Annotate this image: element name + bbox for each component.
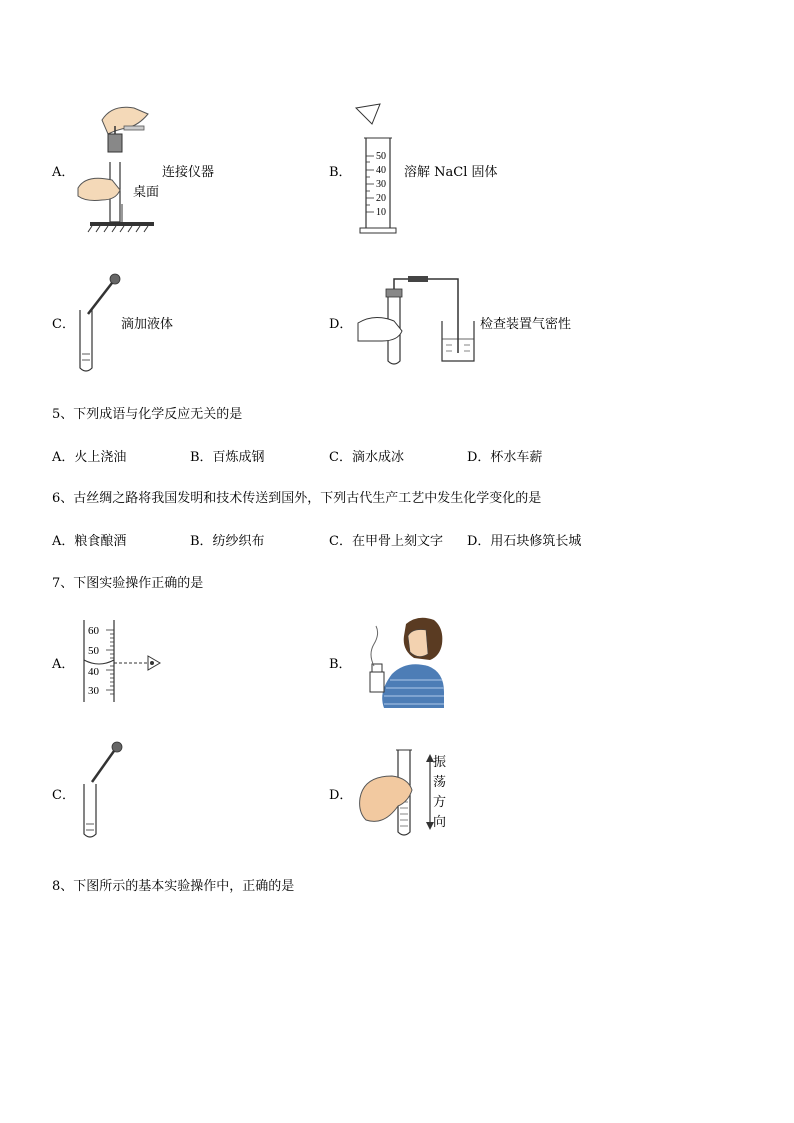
dropper-into-tube-figure <box>76 272 122 376</box>
question-6-option-b: B．纺纱织布 <box>190 534 265 549</box>
option-c-letter: C． <box>52 317 75 332</box>
graduated-cylinder-figure <box>350 102 404 236</box>
cylinder-tick-20: 20 <box>376 193 386 204</box>
question-5-option-a: A．火上浇油 <box>52 450 127 465</box>
cylinder-tick-40: 40 <box>376 165 386 176</box>
question-8-stem: 8、下图所示的基本实验操作中，正确的是 <box>52 879 295 894</box>
question-5-option-c: C．滴水成冰 <box>329 450 404 465</box>
reading-tick-60: 60 <box>88 625 99 637</box>
question-5-option-d: D．杯水车薪 <box>467 450 543 465</box>
question-6-option-a: A．粮食酿酒 <box>52 534 127 549</box>
option-d-text: 检查装置气密性 <box>480 317 572 332</box>
option-a-letter: A． <box>52 165 75 180</box>
cylinder-tick-10: 10 <box>376 207 386 218</box>
option-a-desk-note: 桌面 <box>133 185 160 200</box>
reading-tick-30: 30 <box>88 685 99 697</box>
reading-tick-50: 50 <box>88 645 99 657</box>
question-7-stem: 7、下图实验操作正确的是 <box>52 576 204 591</box>
connect-apparatus-figure <box>72 100 162 232</box>
question-7-option-a-letter: A． <box>52 657 75 672</box>
cylinder-tick-50: 50 <box>376 151 386 162</box>
cylinder-tick-30: 30 <box>376 179 386 190</box>
question-5-option-b: B．百炼成钢 <box>190 450 265 465</box>
shake-direction-char-3: 方 <box>433 795 447 810</box>
reading-tick-40: 40 <box>88 666 99 678</box>
option-a-text: 连接仪器 <box>162 165 215 180</box>
shake-direction-char-2: 荡 <box>433 775 447 790</box>
question-7-option-b-letter: B． <box>329 657 352 672</box>
option-b-text: 溶解 NaCl 固体 <box>404 165 498 180</box>
airtightness-check-figure <box>354 275 480 367</box>
question-6-option-d: D．用石块修筑长城 <box>467 534 582 549</box>
question-7-option-c-letter: C． <box>52 788 75 803</box>
question-6-option-c: C．在甲骨上刻文字 <box>329 534 443 549</box>
smelling-gas-figure <box>362 614 448 710</box>
question-7-option-d-letter: D． <box>329 788 353 803</box>
cylinder-reading-figure <box>80 618 164 704</box>
shaking-tube-figure <box>358 746 422 840</box>
shake-direction-char-1: 振 <box>433 755 447 770</box>
question-6-stem: 6、古丝绸之路将我国发明和技术传送到国外，下列古代生产工艺中发生化学变化的是 <box>52 491 542 506</box>
option-d-letter: D． <box>329 317 353 332</box>
option-c-text: 滴加液体 <box>121 317 174 332</box>
question-5-stem: 5、下列成语与化学反应无关的是 <box>52 407 243 422</box>
shake-direction-char-4: 向 <box>433 815 447 830</box>
option-b-letter: B． <box>329 165 352 180</box>
dropper-above-tube-figure <box>80 740 126 842</box>
